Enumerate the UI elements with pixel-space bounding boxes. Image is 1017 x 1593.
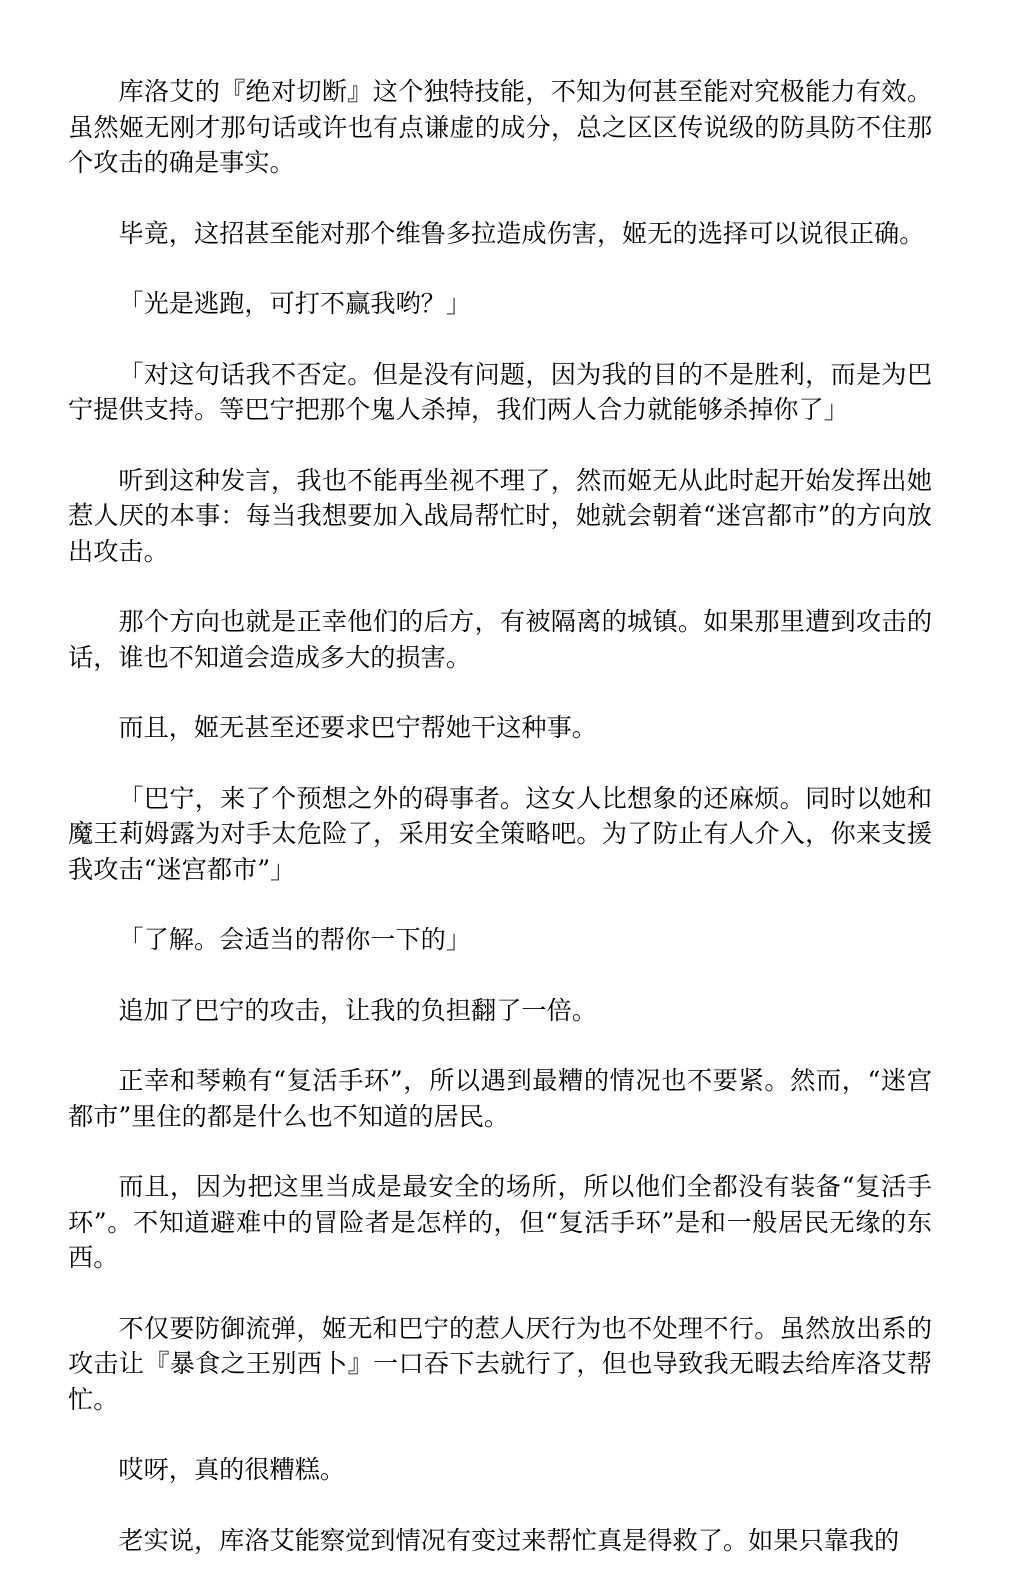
paragraph: 正幸和琴赖有“复活手环”，所以遇到最糟的情况也不要紧。然而，“迷宫都市”里住的都是什么也不知道的居民。 <box>68 1066 932 1131</box>
paragraph: 不仅要防御流弹，姬无和巴宁的惹人厌行为也不处理不行。虽然放出系的攻击让『暴食之王别西卜』一口吞下去就行了，但也导致我无暇去给库洛艾帮忙。 <box>68 1313 932 1414</box>
paragraph: 追加了巴宁的攻击，让我的负担翻了一倍。 <box>118 995 597 1025</box>
paragraph: 库洛艾的『绝对切断』这个独特技能，不知为何甚至能对究极能力有效。虽然姬无刚才那句话或许也有点谦虚的成分，总之区区传说级的防具防不住那个攻击的确是事实。 <box>68 77 932 177</box>
paragraph: 「巴宁，来了个预想之外的碍事者。这女人比想象的还麻烦。同时以她和魔王莉姆露为对手太危险了，采用安全策略吧。为了防止有人介入，你来支援我攻击“迷宫都市”」 <box>68 783 932 884</box>
paragraph: 哎呀，真的很糟糕。 <box>118 1455 346 1484</box>
paragraph: 听到这种发言，我也不能再坐视不理了，然而姬无从此时起开始发挥出她惹人厌的本事：每当我想要加入战局帮忙时，她就会朝着“迷宫都市”的方向放出攻击。 <box>68 465 932 566</box>
paragraph: 「对这句话我不否定。但是没有问题，因为我的目的不是胜利，而是为巴宁提供支持。等巴宁把那个鬼人杀掉，我们两人合力就能够杀掉你了」 <box>68 359 932 424</box>
paragraph: 而且，因为把这里当成是最安全的场所，所以他们全都没有装备“复活手环”。不知道避难中的冒险者是怎样的，但“复活手环”是和一般居民无缘的东西。 <box>68 1172 932 1272</box>
paragraph: 而且，姬无甚至还要求巴宁帮她干这种事。 <box>118 713 597 742</box>
paragraph: 毕竟，这招甚至能对那个维鲁多拉造成伤害，姬无的选择可以说很正确。 <box>118 218 925 248</box>
paragraph: 「了解。会适当的帮你一下的」 <box>118 925 472 954</box>
paragraph: 那个方向也就是正幸他们的后方，有被隔离的城镇。如果那里遭到攻击的话，谁也不知道会造成多大的损害。 <box>68 607 932 672</box>
paragraph: 老实说，库洛艾能察觉到情况有变过来帮忙真是得救了。如果只靠我的 <box>118 1525 900 1555</box>
document-page <box>68 74 932 1593</box>
paragraph: 「光是逃跑，可打不赢我哟？」 <box>118 289 472 318</box>
